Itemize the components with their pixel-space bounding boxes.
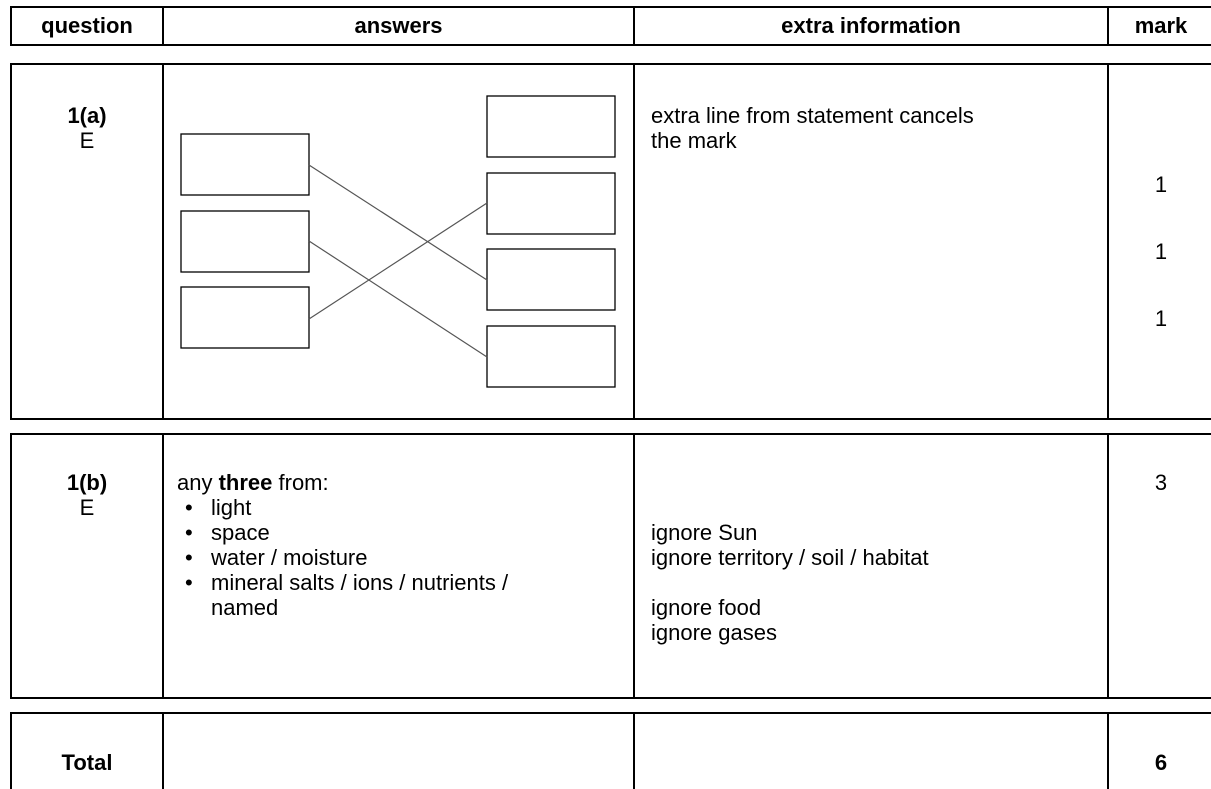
left-statement-box-1 <box>181 134 309 195</box>
right-answer-box-1 <box>487 96 615 157</box>
right-answer-box-4 <box>487 326 615 387</box>
total-label: Total <box>61 750 113 775</box>
extra-info-line: ignore territory / soil / habitat <box>651 545 929 570</box>
list-item: • mineral salts / ions / nutrients / <box>177 570 627 595</box>
answer-intro <box>177 470 627 495</box>
table-total-row <box>10 712 1211 789</box>
mark-value: 1 <box>1154 172 1168 197</box>
mark-value: 1 <box>1154 306 1168 331</box>
header-question: question <box>41 13 133 38</box>
left-statement-box-3 <box>181 287 309 348</box>
question-number: 1(b) <box>66 470 108 495</box>
connecting-line <box>309 203 487 319</box>
column-divider <box>633 65 635 418</box>
list-item-continuation: named <box>211 595 279 620</box>
table-row-1a <box>10 63 1211 420</box>
question-level: E <box>79 495 95 520</box>
extra-info-line: ignore Sun <box>651 520 758 545</box>
extra-info-line: extra line from statement cancels <box>651 103 974 128</box>
answer-intro-bold: three <box>218 470 273 495</box>
right-answer-box-2 <box>487 173 615 234</box>
table-row-1b <box>10 433 1211 699</box>
question-level: E <box>79 128 95 153</box>
mark-value: 1 <box>1154 239 1168 264</box>
table-header-row <box>10 6 1211 46</box>
header-extra-information: extra information <box>781 13 961 38</box>
answer-intro-suffix: from: <box>272 470 329 495</box>
list-item: • space <box>177 520 627 545</box>
column-divider <box>162 435 164 697</box>
header-answers: answers <box>354 13 443 38</box>
list-item: • water / moisture <box>177 545 627 570</box>
extra-info-line: ignore gases <box>651 620 777 645</box>
extra-info-cell <box>651 103 974 153</box>
answers-cell <box>177 470 627 620</box>
left-statement-box-2 <box>181 211 309 272</box>
list-item: • light <box>177 495 627 520</box>
column-divider <box>633 714 635 789</box>
connecting-line <box>309 165 487 280</box>
question-number: 1(a) <box>67 103 107 128</box>
column-divider <box>633 435 635 697</box>
connecting-line <box>309 241 487 357</box>
column-divider <box>162 714 164 789</box>
header-mark: mark <box>1134 13 1188 38</box>
matching-diagram <box>12 65 633 418</box>
extra-info-line: the mark <box>651 128 737 153</box>
mark-value: 3 <box>1154 470 1168 495</box>
answer-list <box>177 495 627 595</box>
total-mark: 6 <box>1154 750 1168 775</box>
right-answer-box-3 <box>487 249 615 310</box>
answer-intro-prefix: any <box>177 470 219 495</box>
extra-info-line: ignore food <box>651 595 762 620</box>
extra-info-cell <box>651 520 929 645</box>
question-cell <box>12 470 162 520</box>
